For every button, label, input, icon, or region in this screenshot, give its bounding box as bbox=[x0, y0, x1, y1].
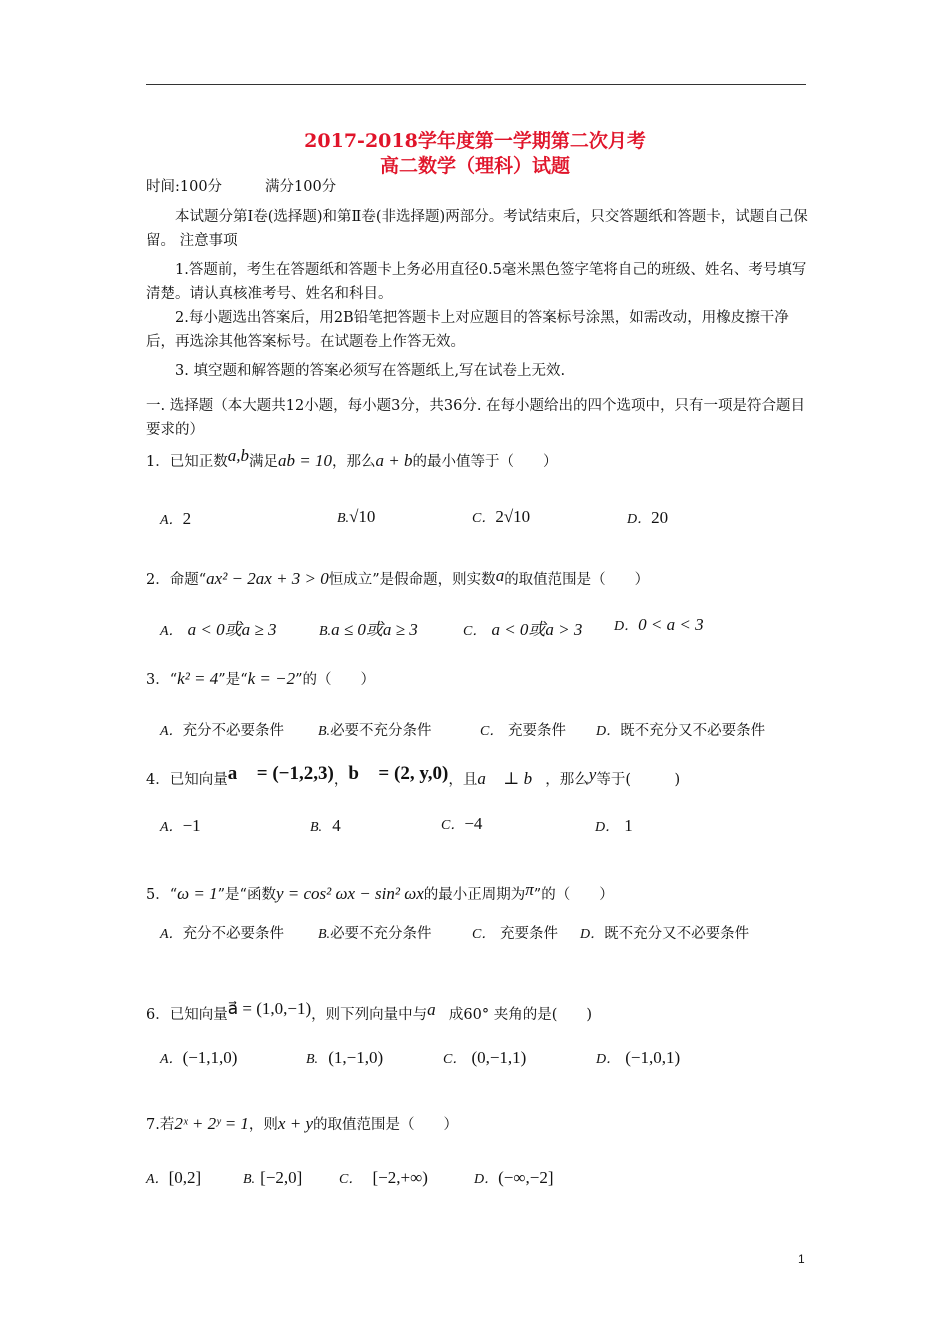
intro-paragraph: 本试题分第Ⅰ卷(选择题)和第Ⅱ卷(非选择题)两部分。考试结束后，只交答题纸和答题卡，试题自己保留。 注意事项 bbox=[146, 209, 808, 249]
q1-text-4: 的最小值等于（ ） bbox=[412, 454, 558, 470]
q6-option-b: B. (1,−1,0) bbox=[306, 1048, 384, 1067]
q4-option-a: A．−1 bbox=[160, 816, 201, 835]
q6-option-c: C． (0,−1,1) bbox=[443, 1048, 527, 1067]
question-7: 7.若2ˣ + 2ʸ = 1，则x + y的取值范围是（ ） bbox=[146, 1114, 458, 1133]
header-rule bbox=[146, 84, 806, 85]
q5-option-b: B.必要不充分条件 bbox=[318, 926, 432, 942]
score-label: 满分100分 bbox=[265, 179, 337, 195]
q3-option-d: D．既不充分又不必要条件 bbox=[596, 723, 766, 739]
exam-subtitle: 高二数学（理科）试题 bbox=[379, 155, 570, 177]
q5-math-3: π bbox=[525, 880, 534, 899]
q7-math-1: 2ˣ + 2ʸ = 1 bbox=[174, 1114, 249, 1133]
q4-math-4: y bbox=[588, 765, 597, 784]
q7-option-c: C． [−2,+∞) bbox=[339, 1168, 428, 1187]
q5-option-d: D．既不充分又不必要条件 bbox=[580, 926, 750, 942]
q5-math-1: ω = 1 bbox=[177, 884, 218, 903]
q1-math-2: ab = 10 bbox=[277, 451, 332, 470]
q1-option-d: D．20 bbox=[627, 508, 669, 527]
q4-option-c: C．−4 bbox=[441, 814, 483, 833]
exam-title: 2017-2018学年度第一学期第二次月考 bbox=[304, 130, 646, 152]
question-5: 5．“ω = 1”是“函数y = cos² ωx − sin² ωx的最小正周期为π”的（ ） bbox=[146, 880, 614, 903]
q3-option-c: C． 充要条件 bbox=[480, 723, 566, 739]
q5-option-a: A．充分不必要条件 bbox=[160, 926, 285, 942]
q3-math-1: k² = 4 bbox=[177, 669, 219, 688]
q2-option-b: B.a ≤ 0或a ≥ 3 bbox=[319, 620, 418, 639]
q4-math-3: a⃗ ⊥ b⃗ bbox=[477, 769, 546, 788]
q4-math-2: b⃗ = (2, y,0) bbox=[348, 763, 449, 784]
page-number: 1 bbox=[798, 1252, 805, 1266]
notice-1: 1.答题前，考生在答题纸和答题卡上务必用直径0.5毫米黑色签字笔将自己的班级、姓名、考号填写清楚。请认真核准考号、姓名和科目。 bbox=[146, 262, 807, 302]
q6-option-a: A．(−1,1,0) bbox=[160, 1048, 238, 1067]
q4-option-d: D． 1 bbox=[595, 816, 633, 835]
time-label: 时间:100分 bbox=[146, 179, 223, 195]
q6-math-1: a⃗ = (1,0,−1) bbox=[227, 999, 312, 1018]
question-1 bbox=[146, 446, 558, 473]
q2-option-c: C． a < 0或a > 3 bbox=[463, 620, 583, 639]
q6-option-d: D． (−1,0,1) bbox=[596, 1048, 681, 1067]
q1-text-2: 满足 bbox=[248, 454, 278, 470]
q4-math-1: a⃗ = (−1,2,3) bbox=[227, 763, 334, 784]
q6-math-2: a⃗ bbox=[427, 1000, 449, 1019]
question-4: 4．已知向量a⃗ = (−1,2,3)，b⃗ = (2, y,0)，且a⃗ ⊥ b⃗，那么y等于( ) bbox=[146, 763, 681, 788]
q1-option-b: B.√10 bbox=[337, 507, 376, 526]
q7-option-d: D．(−∞,−2] bbox=[474, 1168, 554, 1187]
q1-text-1: 已知正数 bbox=[169, 454, 228, 470]
q5-option-c: C． 充要条件 bbox=[472, 926, 558, 942]
notice-3: 3. 填空题和解答题的答案必须写在答题纸上,写在试卷上无效. bbox=[175, 363, 566, 379]
q1-option-a: A．2 bbox=[160, 509, 192, 528]
q2-math-2: a bbox=[495, 566, 505, 585]
section-heading: 一. 选择题（本大题共12小题，每小题3分，共36分. 在每小题给出的四个选项中，只有一项是符合题目要求的） bbox=[146, 398, 806, 438]
q5-math-2: y = cos² ωx − sin² ωx bbox=[275, 884, 424, 903]
q2-option-a: A． a < 0或a ≥ 3 bbox=[160, 620, 277, 639]
q2-math-1: ax² − 2ax + 3 > 0 bbox=[206, 569, 329, 588]
q4-option-b: B. 4 bbox=[310, 816, 341, 835]
q3-math-2: k = −2 bbox=[247, 669, 296, 688]
q1-math-3: a + b bbox=[375, 451, 413, 470]
q7-option-b: B. [−2,0] bbox=[243, 1168, 303, 1187]
question-3: 3．“k² = 4”是“k = −2”的（ ） bbox=[146, 669, 376, 688]
q7-math-2: x + y bbox=[277, 1114, 313, 1133]
q1-number: 1． bbox=[146, 454, 170, 470]
q7-option-a: A．[0,2] bbox=[146, 1168, 202, 1187]
q2-option-d: D．0 < a < 3 bbox=[614, 615, 704, 634]
q1-math-1: a,b bbox=[227, 446, 249, 465]
question-2: 2．命题“ax² − 2ax + 3 > 0恒成立”是假命题，则实数a的取值范围是（ ） bbox=[146, 566, 650, 588]
question-6: 6．已知向量a⃗ = (1,0,−1)，则下列向量中与a⃗成60° 夹角的是( ) bbox=[146, 999, 593, 1023]
notice-2: 2.每小题选出答案后，用2B铅笔把答题卡上对应题目的答案标号涂黑，如需改动，用橡皮擦干净后，再选涂其他答案标号。在试题卷上作答无效。 bbox=[146, 310, 789, 350]
q3-option-a: A．充分不必要条件 bbox=[160, 723, 285, 739]
q3-option-b: B.必要不充分条件 bbox=[318, 723, 432, 739]
q1-text-3: ，那么 bbox=[331, 454, 376, 470]
q1-option-c: C．2√10 bbox=[472, 507, 531, 526]
